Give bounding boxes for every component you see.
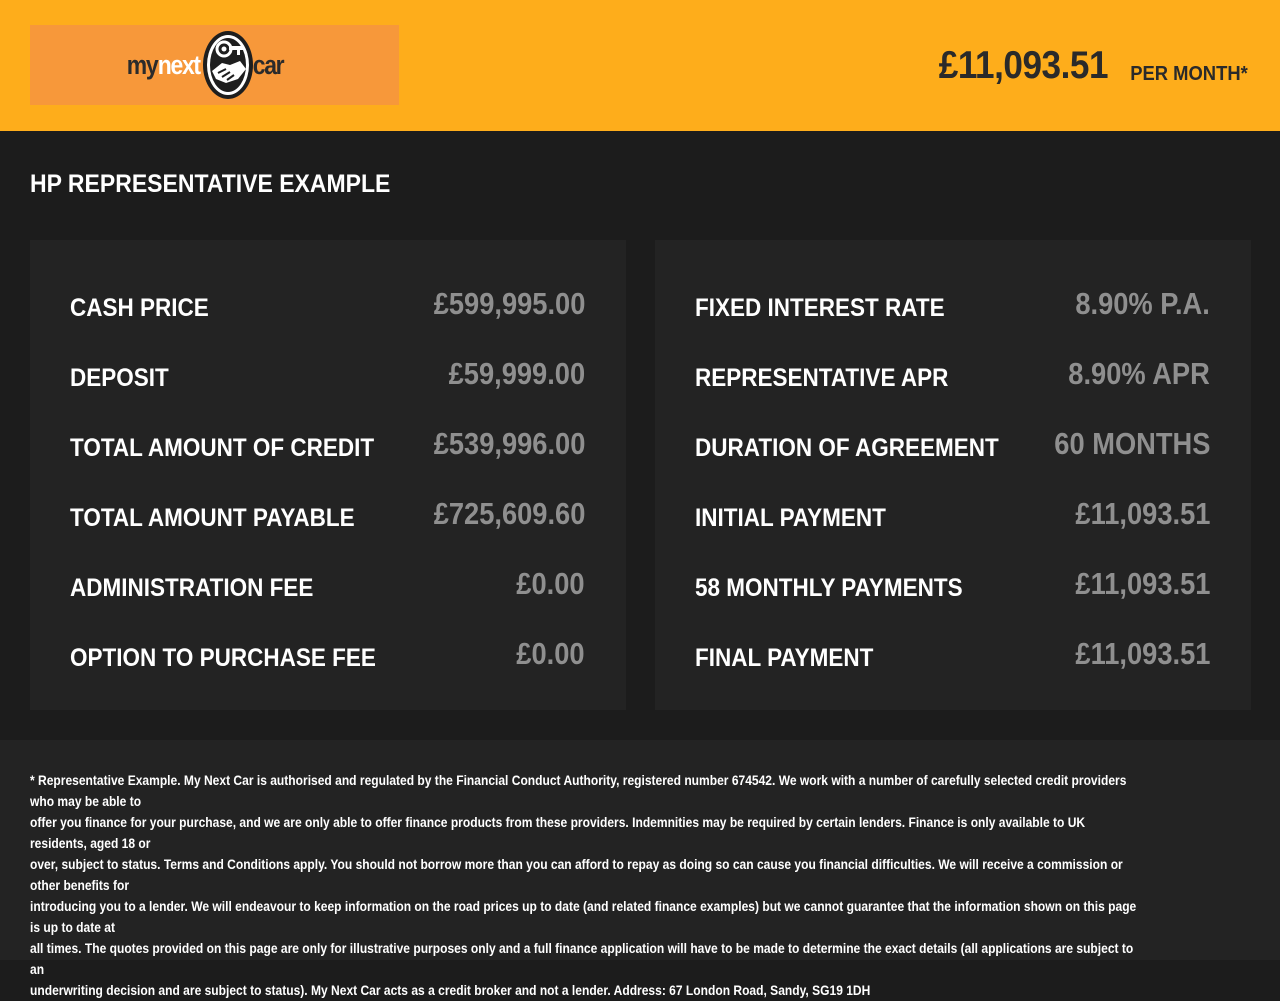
finance-panel-right xyxy=(655,240,1251,710)
row-value: 60 MONTHS xyxy=(1053,426,1210,461)
logo-text-next: next xyxy=(157,49,200,80)
page-footer xyxy=(0,740,1280,998)
row-label: TOTAL AMOUNT PAYABLE xyxy=(70,504,355,532)
monthly-price: £11,093.51 xyxy=(938,44,1108,87)
finance-row-duration xyxy=(695,426,1210,466)
row-label: FIXED INTEREST RATE xyxy=(695,294,945,322)
finance-row-total-payable xyxy=(70,496,585,536)
per-month-label: PER MONTH* xyxy=(1130,63,1248,85)
finance-row-final-payment xyxy=(695,636,1210,676)
finance-row-purchase-fee xyxy=(70,636,585,676)
row-value: £11,093.51 xyxy=(1074,566,1210,601)
logo[interactable] xyxy=(30,25,399,105)
finance-row-apr xyxy=(695,356,1210,396)
disclaimer-line: all times. The quotes provided on this page are only for illustrative purposes only and a full finance application will have to be made to determine the exact details (all applications are subject to an xyxy=(30,940,1134,977)
row-label: TOTAL AMOUNT OF CREDIT xyxy=(70,434,375,462)
page-header xyxy=(0,0,1280,131)
section-title: HP REPRESENTATIVE EXAMPLE xyxy=(30,170,391,198)
finance-row-monthly-payments xyxy=(695,566,1210,606)
disclaimer-line: introducing you to a lender. We will endeavour to keep information on the road prices up to date (and related finance examples) but we cannot guarantee that the information shown on this page is up to date at xyxy=(30,898,1137,935)
logo-inner xyxy=(124,27,286,103)
disclaimer-line: over, subject to status. Terms and Conditions apply. You should not borrow more than you can afford to repay as doing so can cause you financial difficulties. We will receive a commission or other benefits for xyxy=(30,856,1123,893)
disclaimer-line: offer you finance for your purchase, and we are only able to offer finance products from these providers. Indemnities may be required by certain lenders. Finance is only available to UK residents, aged 18 or xyxy=(30,814,1086,851)
row-value: 8.90% APR xyxy=(1068,356,1210,391)
row-label: 58 MONTHLY PAYMENTS xyxy=(695,574,963,602)
row-value: 8.90% P.A. xyxy=(1075,286,1210,321)
row-label: INITIAL PAYMENT xyxy=(695,504,886,532)
row-value: £59,999.00 xyxy=(448,356,585,391)
row-label: DEPOSIT xyxy=(70,364,169,392)
row-value: £0.00 xyxy=(516,566,585,601)
finance-row-total-credit xyxy=(70,426,585,466)
row-label: DURATION OF AGREEMENT xyxy=(695,434,999,462)
disclaimer-line: underwriting decision and are subject to status). My Next Car acts as a credit broker and not a lender. Address: 67 London Road, Sandy, SG19 1DH xyxy=(30,982,871,998)
finance-row-deposit xyxy=(70,356,585,396)
row-label: FINAL PAYMENT xyxy=(695,644,874,672)
row-label: REPRESENTATIVE APR xyxy=(695,364,949,392)
row-label: CASH PRICE xyxy=(70,294,209,322)
logo-text-my: my xyxy=(126,49,158,80)
row-value: £725,609.60 xyxy=(433,496,585,531)
finance-row-initial-payment xyxy=(695,496,1210,536)
row-value: £11,093.51 xyxy=(1074,496,1210,531)
row-value: £539,996.00 xyxy=(433,426,585,461)
logo-text-car: car xyxy=(252,49,283,80)
disclaimer-line: * Representative Example. My Next Car is authorised and regulated by the Financial Conduct Authority, registered number 674542. We work with a number of carefully selected credit providers who may be able to xyxy=(30,772,1127,809)
row-label: OPTION TO PURCHASE FEE xyxy=(70,644,376,672)
row-value: £11,093.51 xyxy=(1074,636,1210,671)
handshake-keys-icon xyxy=(200,27,256,103)
row-label: ADMINISTRATION FEE xyxy=(70,574,314,602)
finance-panel-left xyxy=(30,240,626,710)
finance-row-cash-price xyxy=(70,286,585,326)
disclaimer-text xyxy=(30,770,1139,1001)
finance-row-interest-rate xyxy=(695,286,1210,326)
row-value: £599,995.00 xyxy=(433,286,585,321)
finance-row-admin-fee xyxy=(70,566,585,606)
row-value: £0.00 xyxy=(516,636,585,671)
